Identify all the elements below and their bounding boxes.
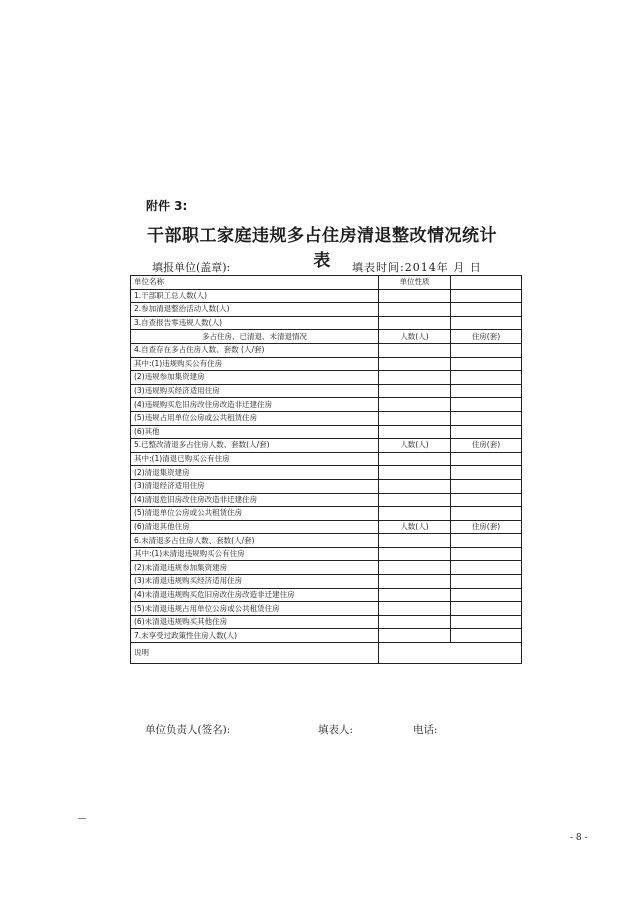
table-row: [131, 371, 522, 385]
housing-count-cell[interactable]: [451, 303, 522, 317]
housing-count-cell[interactable]: [451, 316, 522, 330]
table-row: [131, 602, 522, 616]
housing-count-cell[interactable]: [451, 547, 522, 561]
header-row: [131, 276, 522, 290]
row-label: (6)其他: [131, 425, 379, 439]
people-count-cell[interactable]: [379, 398, 451, 412]
row-label: 其中:(1)清退已购买公有住房: [131, 452, 379, 466]
row-label: (3)违规购买经济适用住房: [131, 384, 379, 398]
housing-count-cell[interactable]: [451, 398, 522, 412]
table-row: [131, 507, 522, 521]
people-count-cell[interactable]: [379, 615, 451, 629]
row-label: 4.自查存在多占住房人数、套数 (人/套): [131, 343, 379, 357]
people-count-header: 人数(人): [379, 330, 451, 344]
statistics-table: [130, 275, 522, 664]
housing-count-cell[interactable]: [451, 588, 522, 602]
row-label: (2)清退集资建房: [131, 466, 379, 480]
housing-count-cell[interactable]: [451, 561, 522, 575]
unit-nature-label: 单位性质: [379, 276, 451, 290]
table-row: [131, 303, 522, 317]
attachment-label: 附件 3:: [146, 199, 188, 213]
people-count-header: 人数(人): [379, 439, 451, 453]
row-label: (2)违规参加集资建房: [131, 371, 379, 385]
table-row: [131, 452, 522, 466]
row-label: 3.自查报告零违规人数(人): [131, 316, 379, 330]
people-count-cell[interactable]: [379, 371, 451, 385]
people-count-cell[interactable]: [379, 575, 451, 589]
housing-count-cell[interactable]: [451, 371, 522, 385]
row-label: (4)未清退违规购买危旧房改住房改造非迁建住房: [131, 588, 379, 602]
housing-count-cell[interactable]: [451, 384, 522, 398]
housing-count-header: 住房(套): [451, 439, 522, 453]
people-count-cell[interactable]: [379, 588, 451, 602]
unit-nature-value[interactable]: [451, 276, 522, 290]
row-label: 其中:(1)未清退违规购买公有住房: [131, 547, 379, 561]
housing-count-header: 住房(套): [451, 330, 522, 344]
row-label: 其中:(1)违规购买公有住房: [131, 357, 379, 371]
people-count-cell[interactable]: [379, 425, 451, 439]
housing-count-cell[interactable]: [451, 466, 522, 480]
note-row: [131, 643, 522, 664]
people-count-cell[interactable]: [379, 534, 451, 548]
housing-count-cell[interactable]: [451, 615, 522, 629]
form-title: 干部职工家庭违规多占住房清退整改情况统计表: [147, 226, 497, 271]
row-label: (6)清退其他住房: [131, 520, 379, 534]
housing-count-cell[interactable]: [451, 602, 522, 616]
people-count-cell[interactable]: [379, 411, 451, 425]
table-row: [131, 575, 522, 589]
housing-count-cell[interactable]: [451, 357, 522, 371]
table-row: [131, 384, 522, 398]
row-label: (3)未清退违规购买经济适用住房: [131, 575, 379, 589]
people-count-cell[interactable]: [379, 547, 451, 561]
housing-count-cell[interactable]: [451, 452, 522, 466]
responsible-signature-label: 单位负责人(签名):: [145, 724, 231, 736]
table-row: [131, 439, 522, 453]
row-label: 1.干部职工总人数(人): [131, 289, 379, 303]
housing-count-cell[interactable]: [451, 289, 522, 303]
row-label: (4)清退危旧房改住房改造非迁建住房: [131, 493, 379, 507]
people-count-cell[interactable]: [379, 479, 451, 493]
row-label: (4)违规购买危旧房改住房改造非迁建住房: [131, 398, 379, 412]
people-count-cell[interactable]: [379, 343, 451, 357]
row-label: (6)未清退违规购买其他住房: [131, 615, 379, 629]
table-row: [131, 561, 522, 575]
row-label: (3)清退经济适用住房: [131, 479, 379, 493]
row-label: (2)未清退违规参加集资建房: [131, 561, 379, 575]
people-count-cell[interactable]: [379, 629, 451, 643]
table-row: [131, 398, 522, 412]
row-label: 2.参加清退整治活动人数(人): [131, 303, 379, 317]
housing-count-cell[interactable]: [451, 411, 522, 425]
housing-count-cell[interactable]: [451, 425, 522, 439]
table-row: [131, 357, 522, 371]
row-label: 7.未享受过政策性住房人数(人): [131, 629, 379, 643]
page-number: - 8 -: [570, 833, 588, 843]
table-row: [131, 493, 522, 507]
people-count-cell[interactable]: [379, 316, 451, 330]
unit-name-label: 单位名称: [131, 276, 379, 290]
people-count-cell[interactable]: [379, 561, 451, 575]
row-label: 6.未清退多占住房人数、套数(人/套): [131, 534, 379, 548]
table-row: [131, 316, 522, 330]
table-row: [131, 289, 522, 303]
table-row: [131, 615, 522, 629]
housing-count-cell[interactable]: [451, 575, 522, 589]
people-count-cell[interactable]: [379, 384, 451, 398]
fill-unit-label: 填报单位(盖章):: [152, 261, 231, 274]
housing-count-cell[interactable]: [451, 493, 522, 507]
table-row: [131, 534, 522, 548]
people-count-cell[interactable]: [379, 507, 451, 521]
people-count-cell[interactable]: [379, 303, 451, 317]
row-label: 多占住房、已清退、未清退情况: [131, 330, 379, 344]
note-label: 说明: [131, 643, 379, 664]
people-count-cell[interactable]: [379, 357, 451, 371]
filler-label: 填表人:: [318, 724, 354, 736]
people-count-cell[interactable]: [379, 602, 451, 616]
table-row: [131, 330, 522, 344]
housing-count-cell[interactable]: [451, 629, 522, 643]
row-label: (5)清退单位公房或公共租赁住房: [131, 507, 379, 521]
row-label: 5.已整改清退多占住房人数、套数(人/套): [131, 439, 379, 453]
phone-label: 电话:: [413, 724, 438, 736]
row-label: (5)违规占用单位公房或公共租赁住房: [131, 411, 379, 425]
row-label: (5)未清退违规占用单位公房或公共租赁住房: [131, 602, 379, 616]
table-row: [131, 479, 522, 493]
people-count-cell[interactable]: [379, 493, 451, 507]
table-row: [131, 547, 522, 561]
people-count-cell[interactable]: [379, 466, 451, 480]
housing-count-cell[interactable]: [451, 479, 522, 493]
table-row: [131, 411, 522, 425]
margin-mark: [78, 818, 86, 819]
table-row: [131, 520, 522, 534]
people-count-header: 人数(人): [379, 520, 451, 534]
housing-count-header: 住房(套): [451, 520, 522, 534]
table-row: [131, 466, 522, 480]
housing-count-cell[interactable]: [451, 534, 522, 548]
fill-date-label: 填表时间:2014年 月 日: [352, 261, 482, 274]
table-row: [131, 343, 522, 357]
note-field[interactable]: [379, 643, 522, 664]
people-count-cell[interactable]: [379, 289, 451, 303]
people-count-cell[interactable]: [379, 452, 451, 466]
table-row: [131, 425, 522, 439]
table-row: [131, 629, 522, 643]
housing-count-cell[interactable]: [451, 343, 522, 357]
table-row: [131, 588, 522, 602]
housing-count-cell[interactable]: [451, 507, 522, 521]
